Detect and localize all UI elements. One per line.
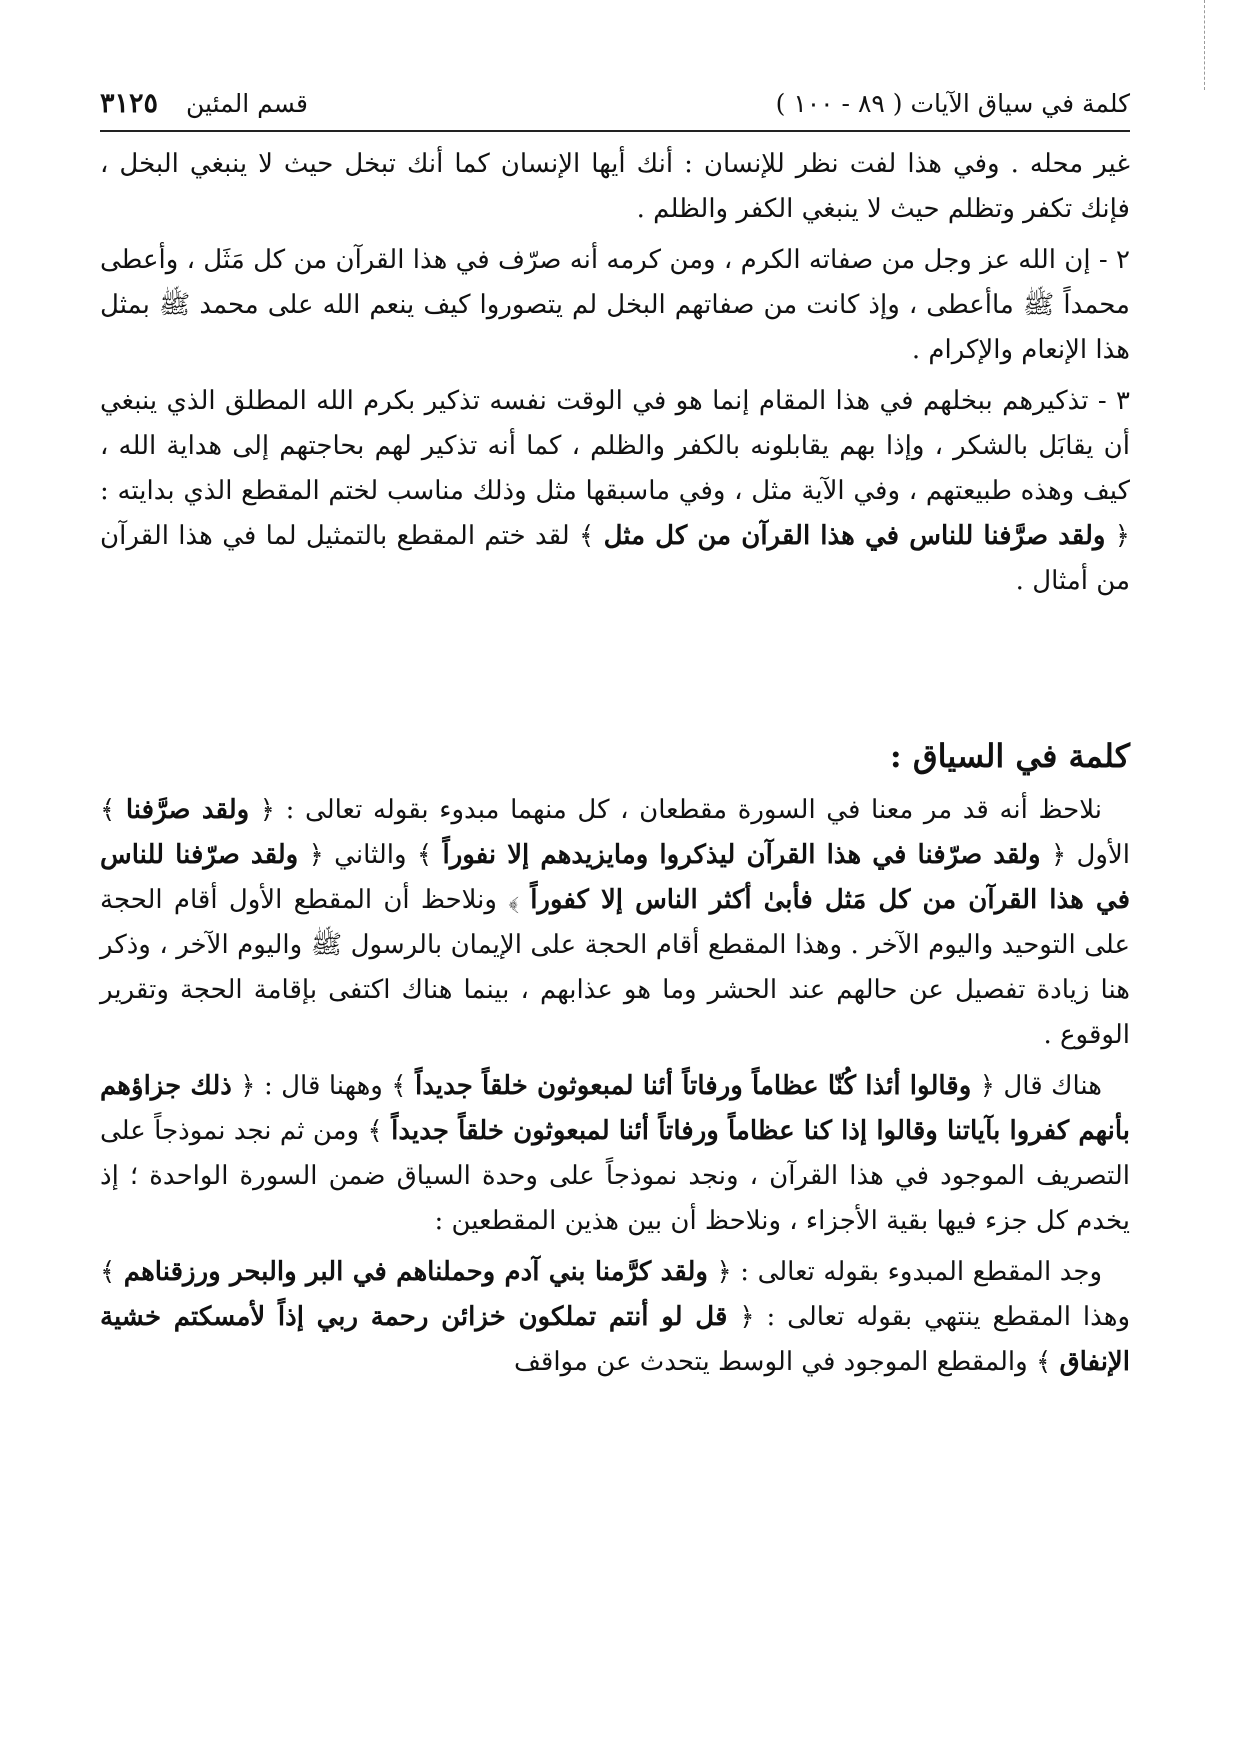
- paragraph-4-text-c: ﴾ الأول ﴿: [100, 795, 1131, 870]
- header-section: قسم المئين: [186, 88, 308, 118]
- paragraph-5-text-c: ﴾ وههنا قال : ﴿: [240, 1071, 407, 1101]
- paragraph-6: [100, 1250, 1130, 1385]
- header-title: كلمة في سياق الآيات: [910, 88, 1130, 118]
- paragraph-1: غير محله . وفي هذا لفت نظر للإنسان : أنك أيها الإنسان كما أنك تبخل حيث لا ينبغي البخل ، فإنك تكفر وتظلم حيث لا ينبغي الكفر والظلم .: [100, 149, 1130, 224]
- paragraph-5-text-e: ﴾ ومن ثم نجد نموذجاً على التصريف الموجود في هذا القرآن ، ونجد نموذجاً على وحدة السياق ضمن السورة الواحدة ؛ إذ يخدم كل جزء فيها بقية الأجزاء ، ونلاحظ أن بين هذين المقطعين :: [100, 1116, 1130, 1236]
- scan-edge-mark: [1204, 0, 1207, 90]
- header-divider: [100, 130, 1130, 132]
- page-number: ٣١٢٥: [100, 87, 159, 119]
- quran-quote: وقالوا أئذا كُنّا عظاماً ورفاتاً أئنا لمبعوثون خلقاً جديداً: [414, 1071, 972, 1101]
- quran-quote: ولقد كرَّمنا بني آدم وحملناهم في البر والبحر ورزقناهم: [123, 1257, 708, 1287]
- paragraph-3-text-c: ﴾ لقد ختم المقطع بالتمثيل لما في هذا القرآن من أمثال .: [100, 521, 1130, 596]
- quran-quote: ولقد صرّفنا في هذا القرآن ليذكروا ومايزيدهم إلا نفوراً: [442, 840, 1041, 870]
- section-heading: كلمة في السياق :: [889, 737, 1130, 775]
- quran-quote: ولقد صرَّفنا: [125, 795, 250, 825]
- quran-quote: ولقد صرّفنا للناس في هذا القرآن من كل مَثل فأبىٰ أكثر الناس إلا كفوراً: [100, 840, 1131, 915]
- paragraph-4-text-g: ﴾ ونلاحظ أن المقطع الأول أقام الحجة على التوحيد واليوم الآخر . وهذا المقطع أقام الحجة على الإيمان بالرسول ﷺ واليوم الآخر ، وذكر هنا زيادة تفصيل عن حالهم عند الحشر وما هو عذابهم ، بينما هناك اكتفى بإقامة الحجة وتقرير الوقوع .: [100, 885, 1130, 1050]
- section-spacer: [100, 610, 1130, 730]
- paragraph-2: ٢ - إن الله عز وجل من صفاته الكرم ، ومن كرمه أنه صرّف في هذا القرآن من كل مَثَل ، وأعطى محمداً ﷺ ماأعطى ، وإذ كانت من صفاتهم البخل لم يتصوروا كيف ينعم الله على محمد ﷺ بمثل هذا الإنعام والإكرام .: [100, 245, 1130, 365]
- quran-quote: قل لو أنتم تملكون خزائن رحمة ربي إذاً لأمسكتم خشية الإنفاق: [100, 1302, 1130, 1377]
- paragraph-3: [100, 379, 1130, 604]
- paragraph-6-text-a: وجد المقطع المبدوء بقوله تعالى : ﴿: [716, 1257, 1103, 1287]
- body-text: [100, 142, 1130, 1391]
- paragraph-5: [100, 1064, 1130, 1244]
- header-range: ( ٨٩ - ١٠٠ ): [775, 88, 903, 118]
- paragraph-4: [100, 788, 1130, 1058]
- header-title-group: [776, 89, 1130, 118]
- paragraph-4-text-e: ﴾ والثاني ﴿: [308, 840, 433, 870]
- paragraph-4-text-a: نلاحظ أنه قد مر معنا في السورة مقطعان ، كل منهما مبدوء بقوله تعالى : ﴿: [259, 795, 1102, 825]
- paragraph-6-text-c: ﴾ وهذا المقطع ينتهي بقوله تعالى : ﴿: [100, 1257, 1131, 1332]
- paragraph-3-text-a: ٣ - تذكيرهم ببخلهم في هذا المقام إنما هو في الوقت نفسه تذكير بكرم الله المطلق الذي ينبغي أن يقابَل بالشكر ، وإذا بهم يقابلونه بالكفر والظلم ، كما أنه تذكير لهم بحاجتهم إلى هداية الله ، كيف وهذه طبيعتهم ، وفي الآية مثل ، وفي ماسبقها مثل وذلك مناسب لختم المقطع الذي بدايته : ﴿: [100, 386, 1131, 551]
- running-header: [100, 82, 1130, 124]
- quran-quote: ذلك جزاؤهم بأنهم كفروا بآياتنا وقالوا إذا كنا عظاماً ورفاتاً أئنا لمبعوثون خلقاً جديداً: [100, 1071, 1131, 1146]
- paragraph-6-text-e: ﴾ والمقطع الموجود في الوسط يتحدث عن مواقف: [513, 1347, 1052, 1377]
- header-page-group: [100, 88, 308, 119]
- quran-quote: ولقد صرَّفنا للناس في هذا القرآن من كل مثل: [603, 521, 1106, 551]
- paragraph-5-text-a: هناك قال ﴿: [979, 1071, 1102, 1101]
